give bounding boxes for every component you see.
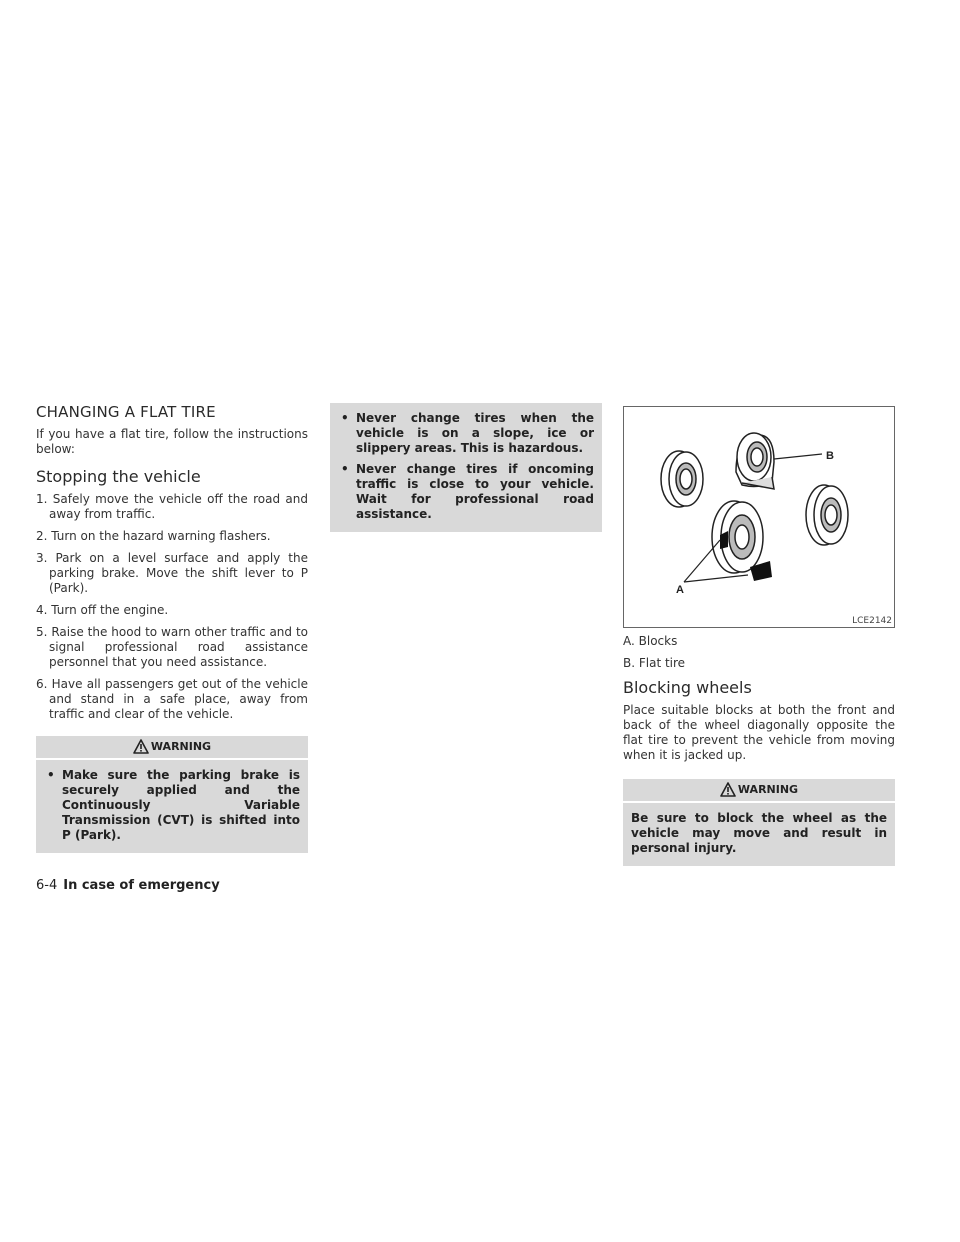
tire-blocked	[712, 501, 763, 573]
warning-text: Be sure to block the wheel as the vehicle may move and result in personal injury.	[631, 811, 887, 855]
step-item: 3. Park on a level surface and apply the parking brake. Move the shift lever to P (Park).	[36, 551, 308, 595]
page-number: 6-4	[36, 878, 58, 893]
bullet: •	[341, 462, 349, 476]
blocking-wheels-figure	[623, 406, 895, 628]
legend-item: A. Blocks	[623, 634, 678, 648]
warning-box-1	[36, 736, 308, 853]
tire-rear-right	[806, 485, 848, 545]
warning-item: • Never change tires if oncoming traffic is close to your vehicle. Wait for professional road assistance.	[341, 462, 594, 521]
bullet: •	[47, 768, 55, 782]
stopping-steps	[36, 492, 308, 722]
step-item: 4. Turn off the engine.	[36, 603, 169, 617]
step-item: 6. Have all passengers get out of the vehicle and stand in a safe place, away from traffic and clear of the vehicle.	[36, 677, 308, 721]
intro-text: If you have a flat tire, follow the instructions below:	[36, 427, 308, 456]
tire-front-left	[661, 451, 703, 507]
blocking-text: Place suitable blocks at both the front and back of the wheel diagonally opposite the flat tire to prevent the vehicle from moving when it is jacked up.	[623, 703, 895, 762]
column-left	[36, 403, 308, 853]
section-title: CHANGING A FLAT TIRE	[36, 403, 216, 421]
wheels-illustration	[624, 407, 894, 627]
warning-triangle-icon	[133, 739, 149, 754]
page-footer	[36, 878, 220, 893]
figure-legend	[623, 634, 895, 671]
chapter-title: In case of emergency	[63, 878, 220, 893]
step-item: 2. Turn on the hazard warning flashers.	[36, 529, 271, 543]
stopping-heading: Stopping the vehicle	[36, 467, 201, 486]
blocking-heading: Blocking wheels	[623, 678, 752, 697]
warning-label: WARNING	[737, 783, 799, 796]
warning-triangle-icon	[720, 782, 736, 797]
bullet: •	[341, 411, 349, 425]
column-middle	[330, 403, 602, 532]
warning-item: • Make sure the parking brake is securely applied and the Continuously Variable Transmission (CVT) is shifted into P (Park).	[47, 768, 300, 842]
column-right	[623, 403, 895, 866]
warning-box-1-continued	[330, 403, 602, 532]
label-b: B	[826, 450, 834, 462]
tire-flat	[736, 433, 774, 489]
warning-box-2	[623, 779, 895, 866]
step-item: 1. Safely move the vehicle off the road and away from traffic.	[36, 492, 308, 521]
warning-item: • Never change tires when the vehicle is on a slope, ice or slippery areas. This is hazardous.	[341, 411, 594, 455]
warning-header	[623, 779, 895, 803]
warning-header	[36, 736, 308, 760]
legend-item: B. Flat tire	[623, 656, 686, 670]
figure-code: LCE2142	[852, 616, 892, 626]
label-a: A	[676, 584, 684, 596]
warning-label: WARNING	[150, 740, 212, 753]
step-item: 5. Raise the hood to warn other traffic and to signal professional road assistance personnel that you need assistance.	[36, 625, 308, 669]
